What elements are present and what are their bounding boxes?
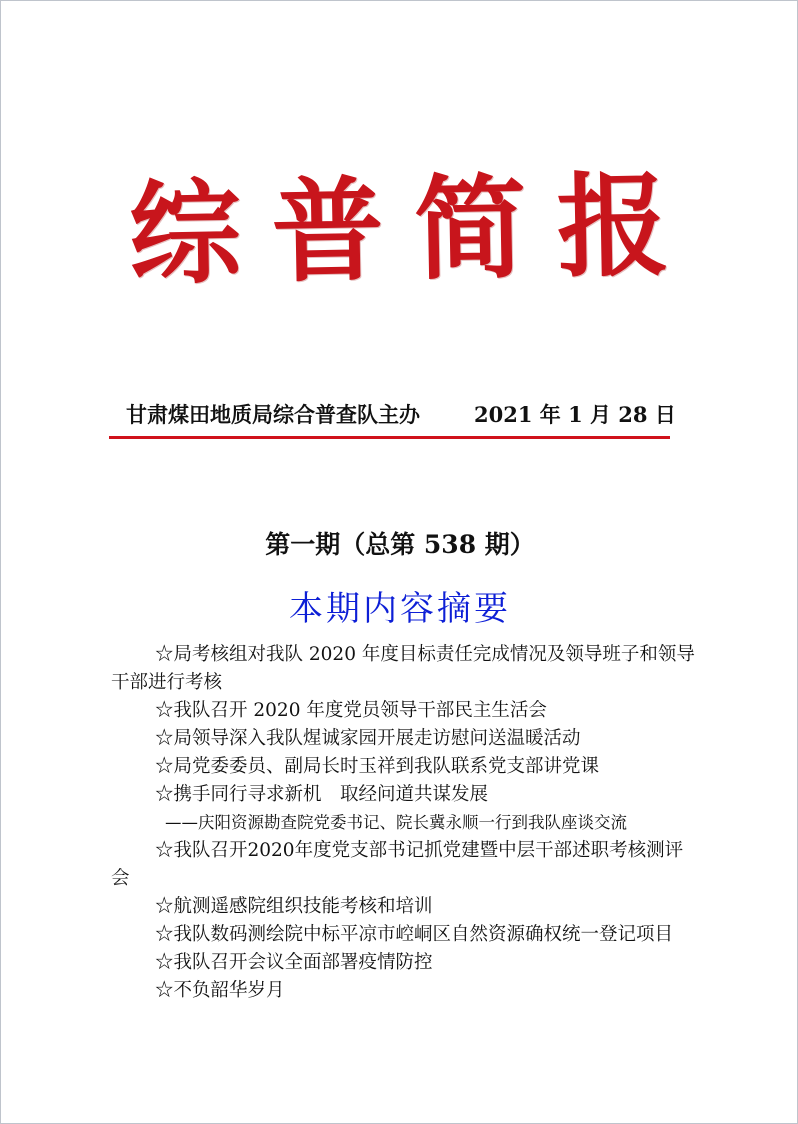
contents-item: ☆不负韶华岁月 — [155, 980, 285, 1001]
publisher: 甘肃煤田地质局综合普查队主办 — [126, 402, 420, 427]
contents-item: ☆携手同行寻求新机 取经问道共谋发展 — [155, 784, 489, 805]
contents-item: ☆我队召开2020年度党支部书记抓党建暨中层干部述职考核测评会 — [111, 840, 684, 889]
contents-item: ☆局领导深入我队煋诚家园开展走访慰问送温暖活动 — [155, 728, 581, 749]
masthead-character: 报 — [555, 160, 671, 294]
red-divider — [109, 436, 670, 439]
publication-info — [126, 399, 676, 429]
contents-list — [111, 641, 696, 1005]
contents-item: ☆局考核组对我队 2020 年度目标责任完成情况及领导班子和领导干部进行考核 — [111, 644, 695, 693]
contents-item: ☆我队召开会议全面部署疫情防控 — [155, 952, 433, 973]
contents-item: ☆我队数码测绘院中标平凉市崆峒区自然资源确权统一登记项目 — [155, 924, 674, 945]
contents-item: ☆我队召开 2020 年度党员领导干部民主生活会 — [155, 700, 547, 721]
masthead-character: 简 — [413, 162, 528, 296]
masthead-character: 普 — [270, 165, 385, 299]
issue-number: 第一期（总第 538 期） — [265, 530, 535, 559]
contents-subtitle: ——庆阳资源勘查院党委书记、院长冀永顺一行到我队座谈交流 — [165, 813, 627, 832]
contents-summary-title: 本期内容摘要 — [289, 589, 511, 629]
publication-date: 2021 年 1 月 28 日 — [474, 402, 676, 427]
contents-item: ☆航测遥感院组织技能考核和培训 — [155, 896, 433, 917]
masthead-character: 综 — [127, 167, 243, 301]
contents-item: ☆局党委委员、副局长时玉祥到我队联系党支部讲党课 — [155, 756, 600, 777]
masthead-title — [128, 156, 670, 305]
